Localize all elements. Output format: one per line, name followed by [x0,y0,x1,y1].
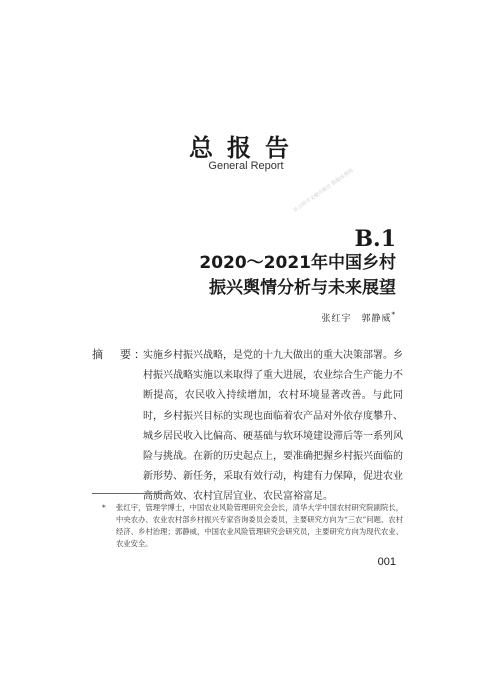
report-code: B.1 [354,226,396,252]
abstract-label: 摘 要： [92,348,148,361]
footnote-divider [92,493,170,494]
page-number: 001 [377,556,396,568]
footnote-text: 张红宇，管理学博士，中国农业风险管理研究会会长，清华大学中国农村研究院副院长，中央农办、农业农村部乡村振兴专家咨询委员会委员，主要研究方向为“三农”问题、农村经济、乡村治理；郭静威，中国农业风险管理研究会研究员，主要研究方向为现代农业、农业安全。 [116,503,403,548]
author-footnote-mark: * [391,311,396,319]
footnote-marker: * [102,503,106,512]
author-names: 张红宇 郭静威 [321,314,392,324]
report-title [199,251,396,301]
report-title-line1: 2020～2021年中国乡村 [199,253,396,273]
watermark: 社会科学文献出版社 数据库使用 [292,167,355,214]
section-subtitle: General Report [208,160,284,172]
footnote [92,502,403,550]
authors [321,311,396,324]
section-title: 总报告 [189,134,303,162]
report-title-line2: 振兴舆情分析与未来展望 [209,278,396,298]
abstract-text: 实施乡村振兴战略，是党的十九大做出的重大决策部署。乡村振兴战略实施以来取得了重大进展，农业综合生产能力不断提高，农民收入持续增加，农村环境显著改善。与此同时，乡村振兴目标的实现也面临着农产品对外依存度攀升、城乡居民收入比偏高、硬基础与软环境建设滞后等一系列风险与挑战。在新的历史起点上，要准确把握乡村振兴面临的新形势、新任务，采取有效行动，构建有力保障，促进农业高质高效、农村宜居宜业、农民富裕富足。 [143,350,403,503]
